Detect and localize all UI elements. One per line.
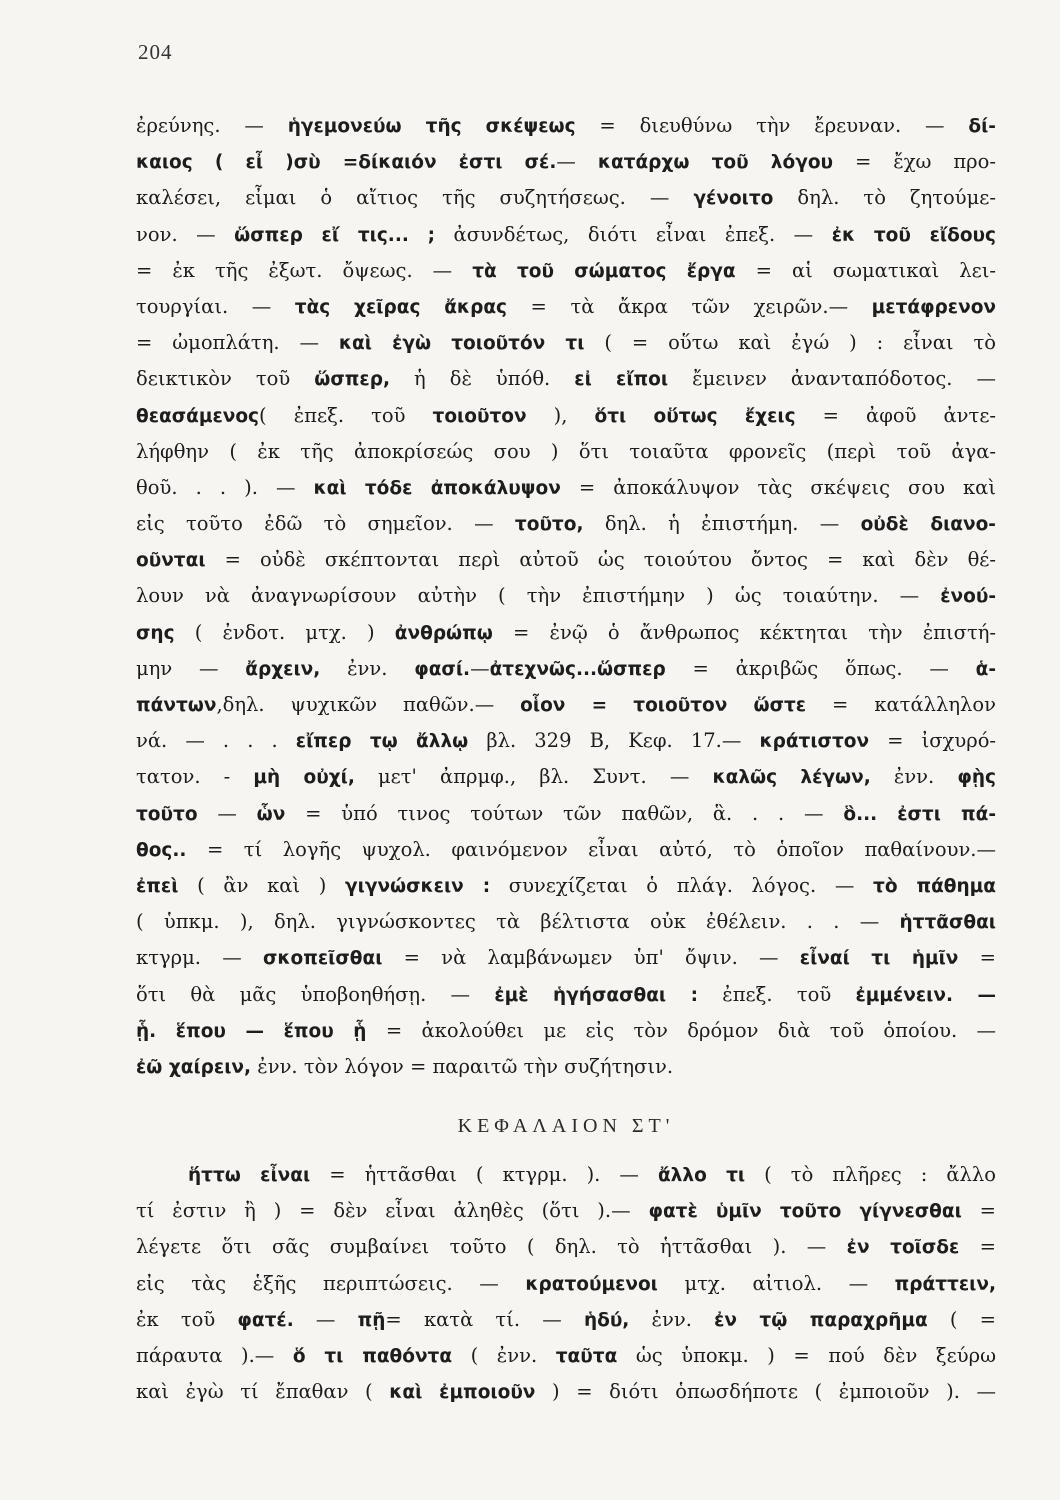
text-run: — (197, 801, 257, 825)
lemma: οῦνται (136, 550, 206, 572)
text-line (136, 108, 996, 144)
lemma: κράτιστον (759, 731, 870, 753)
text-run: ) = διότι ὁπωσδήποτε ( ἐμποιοῦν ). — (535, 1380, 996, 1404)
text-run: κτγρμ. — (136, 946, 263, 970)
text-run: συνεχίζεται ὁ πλάγ. λόγος. — (490, 873, 874, 897)
text-run: = ὠμοπλάτη. — (136, 331, 339, 355)
text-line (136, 289, 996, 325)
lemma: καὶ ἐμποιοῦν (389, 1382, 536, 1404)
text-line (136, 687, 996, 723)
text-run: = κατάλληλον (806, 693, 996, 716)
lemma: ἥττω εἶναι (188, 1165, 311, 1187)
text-run: = τί λογῆς ψυχολ. φαινόμενον εἶναι αὐτό, τὸ ὁποῖον παθαίνουν.— (186, 837, 996, 861)
lemma: ἀτεχνῶς...ὥσπερ (489, 658, 666, 680)
lemma: καὶ τόδε ἀποκάλυψον (313, 477, 561, 499)
lemma: ἡδύ, (583, 1309, 630, 1331)
text-run: μετ' ἀπρμφ., βλ. Συντ. — (354, 765, 713, 789)
lemma: τὸ πάθημα (873, 875, 996, 897)
text-line (136, 868, 996, 904)
lemma: τοῦτο (136, 803, 198, 825)
text-run: ἐρεύνης. — (136, 114, 288, 137)
text-run: ( ἐνδοτ. μτχ. ) (174, 620, 395, 644)
text-line (136, 1302, 996, 1338)
text-line (136, 904, 996, 940)
text-run: — (556, 150, 598, 174)
lemma: δί- (968, 116, 996, 137)
text-line (136, 144, 996, 180)
text-run: = ἀποκάλυψον τὰς σκέψεις σου καὶ (560, 475, 996, 499)
text-run: τί ἐστιν ἢ ) = δὲν εἶναι ἀληθὲς (ὅτι ).— (136, 1199, 649, 1223)
lemma: φασί. (414, 658, 471, 680)
lemma: κρατούμενοι (525, 1273, 658, 1295)
text-line (136, 1338, 996, 1374)
text-run: ( ὑπκμ. ), δηλ. γιγνώσκοντες τὰ βέλτιστα οὐκ ἐθέλειν. . . — (136, 910, 900, 934)
text-line (136, 578, 996, 614)
lemma: φατέ. (237, 1309, 294, 1331)
lemma: καὶ ἐγὼ τοιοῦτόν τι (338, 333, 585, 355)
text-line (136, 1049, 996, 1085)
text-run: = διευθύνω τὴν ἔρευναν. — (575, 114, 969, 137)
text-line (136, 470, 996, 506)
lemma: τοιοῦτον (432, 405, 527, 427)
text-line (136, 1374, 996, 1410)
lemma: ἐμμένειν. — (855, 984, 996, 1006)
text-run: νον. — (136, 222, 235, 246)
text-run: ἡ δὲ ὑπόθ. (390, 367, 575, 391)
text-run: = ἡττᾶσθαι ( κτγρμ. ). — (310, 1163, 658, 1187)
text-run: ἐπεξ. τοῦ (698, 982, 856, 1006)
lemma: ἐμὲ ἡγήσασθαι : (494, 984, 698, 1006)
text-line (136, 832, 996, 868)
text-run: = ἐνῷ ὁ ἄνθρωπος κέκτηται τὴν ἐπιστή- (492, 620, 996, 644)
text-run: ( ἐπεξ. τοῦ (259, 403, 433, 427)
text-line (136, 180, 996, 216)
lemma: ἐνού- (940, 586, 996, 608)
lemma: ἐκ τοῦ εἴδους (831, 224, 996, 246)
chapter-heading: ΚΕΦΑΛΑΙΟΝ ΣΤ' (457, 1115, 675, 1138)
lemma: γιγνώσκειν : (345, 875, 491, 897)
text-line (136, 1266, 996, 1302)
lemma: σης (136, 622, 175, 644)
commentary-text (136, 108, 996, 1410)
text-run: = (959, 1235, 996, 1259)
text-run: = ὑπό τινος τούτων τῶν παθῶν, ἃ. . . — (285, 801, 844, 825)
text-run: μην — (136, 656, 246, 680)
text-line (136, 434, 996, 470)
lemma: ἐῶ χαίρειν, (136, 1056, 252, 1078)
text-line (136, 1193, 996, 1229)
lemma: εἶναί τι ἡμῖν (799, 948, 959, 970)
text-run: ( ἂν καὶ ) (178, 873, 346, 897)
lemma: ἐπεὶ (136, 875, 179, 897)
lemma: μετάφρενον (871, 296, 996, 318)
text-run: ,δηλ. ψυχικῶν παθῶν.— (216, 693, 521, 716)
lemma: τοῦτο, (514, 514, 584, 536)
text-run: πάραυτα ).— (136, 1344, 293, 1367)
text-run: τατον. - (136, 765, 254, 789)
text-line (136, 253, 996, 289)
text-run: ὡς ὑποκμ. ) = πού δὲν ξεύρω (617, 1344, 996, 1367)
text-run: ( = (927, 1307, 996, 1331)
lemma: ἀνθρώπῳ (394, 622, 493, 644)
lemma: οὐδὲ διανο- (860, 514, 996, 536)
text-run: λήφθην ( ἐκ τῆς ἀποκρίσεώς σου ) ὅτι τοιαῦτα φρονεῖς (περὶ τοῦ ἀγα- (136, 439, 996, 463)
lemma: καιος ( εἶ )σὺ =δίκαιόν ἐστι σέ. (136, 152, 557, 174)
lemma: καλῶς λέγων, (712, 767, 871, 789)
text-run: θοῦ. . . ). — (136, 475, 314, 499)
text-run: ( ἐνν. (452, 1344, 556, 1367)
page-number: 204 (138, 40, 173, 64)
lemma: ὥσπερ εἴ τις... ; (234, 224, 436, 246)
lemma: ᾗ. ἕπου — ἕπου ᾗ (136, 1020, 367, 1042)
lemma: πράττειν, (894, 1273, 996, 1295)
lemma: ἡγεμονεύω τῆς σκέψεως (287, 116, 576, 137)
lemma: ὧν (256, 803, 286, 825)
lemma: ἐν τῷ παραχρῆμα (714, 1309, 928, 1331)
text-line (136, 325, 996, 361)
text-line (136, 398, 996, 434)
text-run: = τὰ ἄκρα τῶν χειρῶν.— (507, 294, 872, 318)
lemma: ἁ- (975, 658, 996, 680)
text-run: λέγετε ὅτι σᾶς συμβαίνει τοῦτο ( δηλ. τὸ ἡττᾶσθαι ). — (136, 1235, 847, 1259)
lemma: ἡττᾶσθαι (899, 912, 996, 934)
text-line (136, 940, 996, 976)
text-run: νά. — . . . (136, 729, 296, 753)
text-run: ἀσυνδέτως, διότι εἶναι ἐπεξ. — (435, 222, 832, 246)
text-run: ἐνν. (629, 1307, 715, 1331)
text-run: εἰς τοῦτο ἐδῶ τὸ σημεῖον. — (136, 512, 515, 536)
text-run: = ἐκ τῆς ἐξωτ. ὄψεως. — (136, 258, 473, 282)
text-line (136, 615, 996, 651)
lemma: ἄλλο τι (657, 1165, 746, 1187)
text-line (136, 651, 996, 687)
text-run: ), (526, 403, 595, 427)
commentary-block-chapter-6 (136, 1157, 996, 1410)
lemma: ὅ τι παθόντα (292, 1346, 453, 1367)
text-line (136, 723, 996, 759)
lemma: ὃ... ἐστι πά- (843, 803, 996, 825)
text-run: = ἰσχυρό- (869, 729, 996, 753)
text-run: = ἀκριβῶς ὅπως. — (665, 656, 976, 680)
lemma: ταῦτα (555, 1346, 618, 1367)
text-run: = κατὰ τί. — (385, 1307, 584, 1331)
lemma: ἄρχειν, (245, 658, 321, 680)
lemma: ὅτι οὕτως ἔχεις (594, 405, 796, 427)
text-run: = ἀφοῦ ἀντε- (795, 403, 996, 427)
text-line (136, 796, 996, 832)
text-run: δηλ. ἡ ἐπιστήμη. — (583, 512, 861, 536)
text-run: ( τὸ πλῆρες : ἄλλο (745, 1163, 996, 1187)
text-run: = νὰ λαμβάνωμεν ὑπ' ὄψιν. — (382, 946, 800, 970)
text-run: βλ. 329 Β, Κεφ. 17.— (468, 729, 760, 753)
lemma: γένοιτο (693, 188, 774, 210)
text-run: ἐνν. τὸν λόγον = παραιτῶ τὴν συζήτησιν. (251, 1054, 674, 1078)
text-run: = ἀκολούθει με εἰς τὸν δρόμον διὰ τοῦ ὁποίου. — (366, 1018, 996, 1042)
lemma: κατάρχω τοῦ λόγου (597, 152, 834, 174)
text-line (136, 1157, 996, 1193)
lemma: πάντων (136, 695, 217, 716)
text-line (136, 1013, 996, 1049)
text-run: ἐκ τοῦ (136, 1307, 238, 1331)
text-line (136, 977, 996, 1013)
text-run: ἔμεινεν ἀνανταπόδοτος. — (668, 367, 996, 391)
text-run: λουν νὰ ἀναγνωρίσουν αὐτὴν ( τὴν ἐπιστήμην ) ὡς τοιαύτην. — (136, 584, 941, 608)
text-run: καλέσει, εἶμαι ὁ αἴτιος τῆς συζητήσεως. — (136, 186, 694, 210)
lemma: σκοπεῖσθαι (262, 948, 383, 970)
text-run: — (470, 656, 490, 680)
text-run: δηλ. τὸ ζητούμε- (773, 186, 996, 210)
text-run: = αἱ σωματικαὶ λει- (735, 258, 996, 282)
lemma: θος.. (136, 839, 187, 861)
text-run: τουργίαι. — (136, 294, 295, 318)
text-line (136, 542, 996, 578)
text-run: ἐνν. (320, 656, 415, 680)
text-run: — (293, 1307, 358, 1331)
lemma: φατὲ ὑμῖν τοῦτο γίγνεσθαι (648, 1201, 962, 1223)
text-run: = οὐδὲ σκέπτονται περὶ αὐτοῦ ὡς τοιούτου ὄντος = καὶ δὲν θέ- (205, 548, 996, 572)
text-run: μτχ. αἰτιολ. — (657, 1271, 895, 1295)
text-line (136, 759, 996, 795)
lemma: ὥσπερ, (314, 369, 390, 391)
text-run: ( = οὕτω καὶ ἐγώ ) : εἶναι τὸ (584, 331, 996, 355)
lemma: θεασάμενος (136, 405, 260, 427)
text-run: καὶ ἐγὼ τί ἔπαθαν ( (136, 1380, 390, 1404)
text-run: ὅτι θὰ μᾶς ὑποβοηθήσῃ. — (136, 982, 495, 1006)
text-run: = ἔχω προ- (833, 150, 996, 174)
lemma: ἐν τοῖσδε (846, 1237, 960, 1259)
lemma: τὰ τοῦ σώματος ἔργα (472, 260, 736, 282)
text-run: = (961, 1199, 996, 1223)
lemma: φῂς (957, 767, 996, 789)
text-run: ἐνν. (870, 765, 958, 789)
text-line (136, 361, 996, 397)
text-line (136, 506, 996, 542)
text-line (136, 217, 996, 253)
lemma: εἰ εἴποι (574, 369, 669, 391)
commentary-block-chapter-5-end (136, 108, 996, 1085)
lemma: πῇ (357, 1309, 386, 1331)
lemma: οἷον = τοιοῦτον ὥστε (520, 695, 807, 716)
lemma: μὴ οὐχί, (253, 767, 355, 789)
lemma: εἴπερ τῳ ἄλλῳ (295, 731, 469, 753)
text-line (136, 1229, 996, 1265)
text-run: δεικτικὸν τοῦ (136, 367, 315, 391)
text-run: εἰς τὰς ἑξῆς περιπτώσεις. — (136, 1271, 526, 1295)
lemma: τὰς χεῖρας ἄκρας (294, 296, 507, 318)
text-run: = (958, 946, 996, 970)
